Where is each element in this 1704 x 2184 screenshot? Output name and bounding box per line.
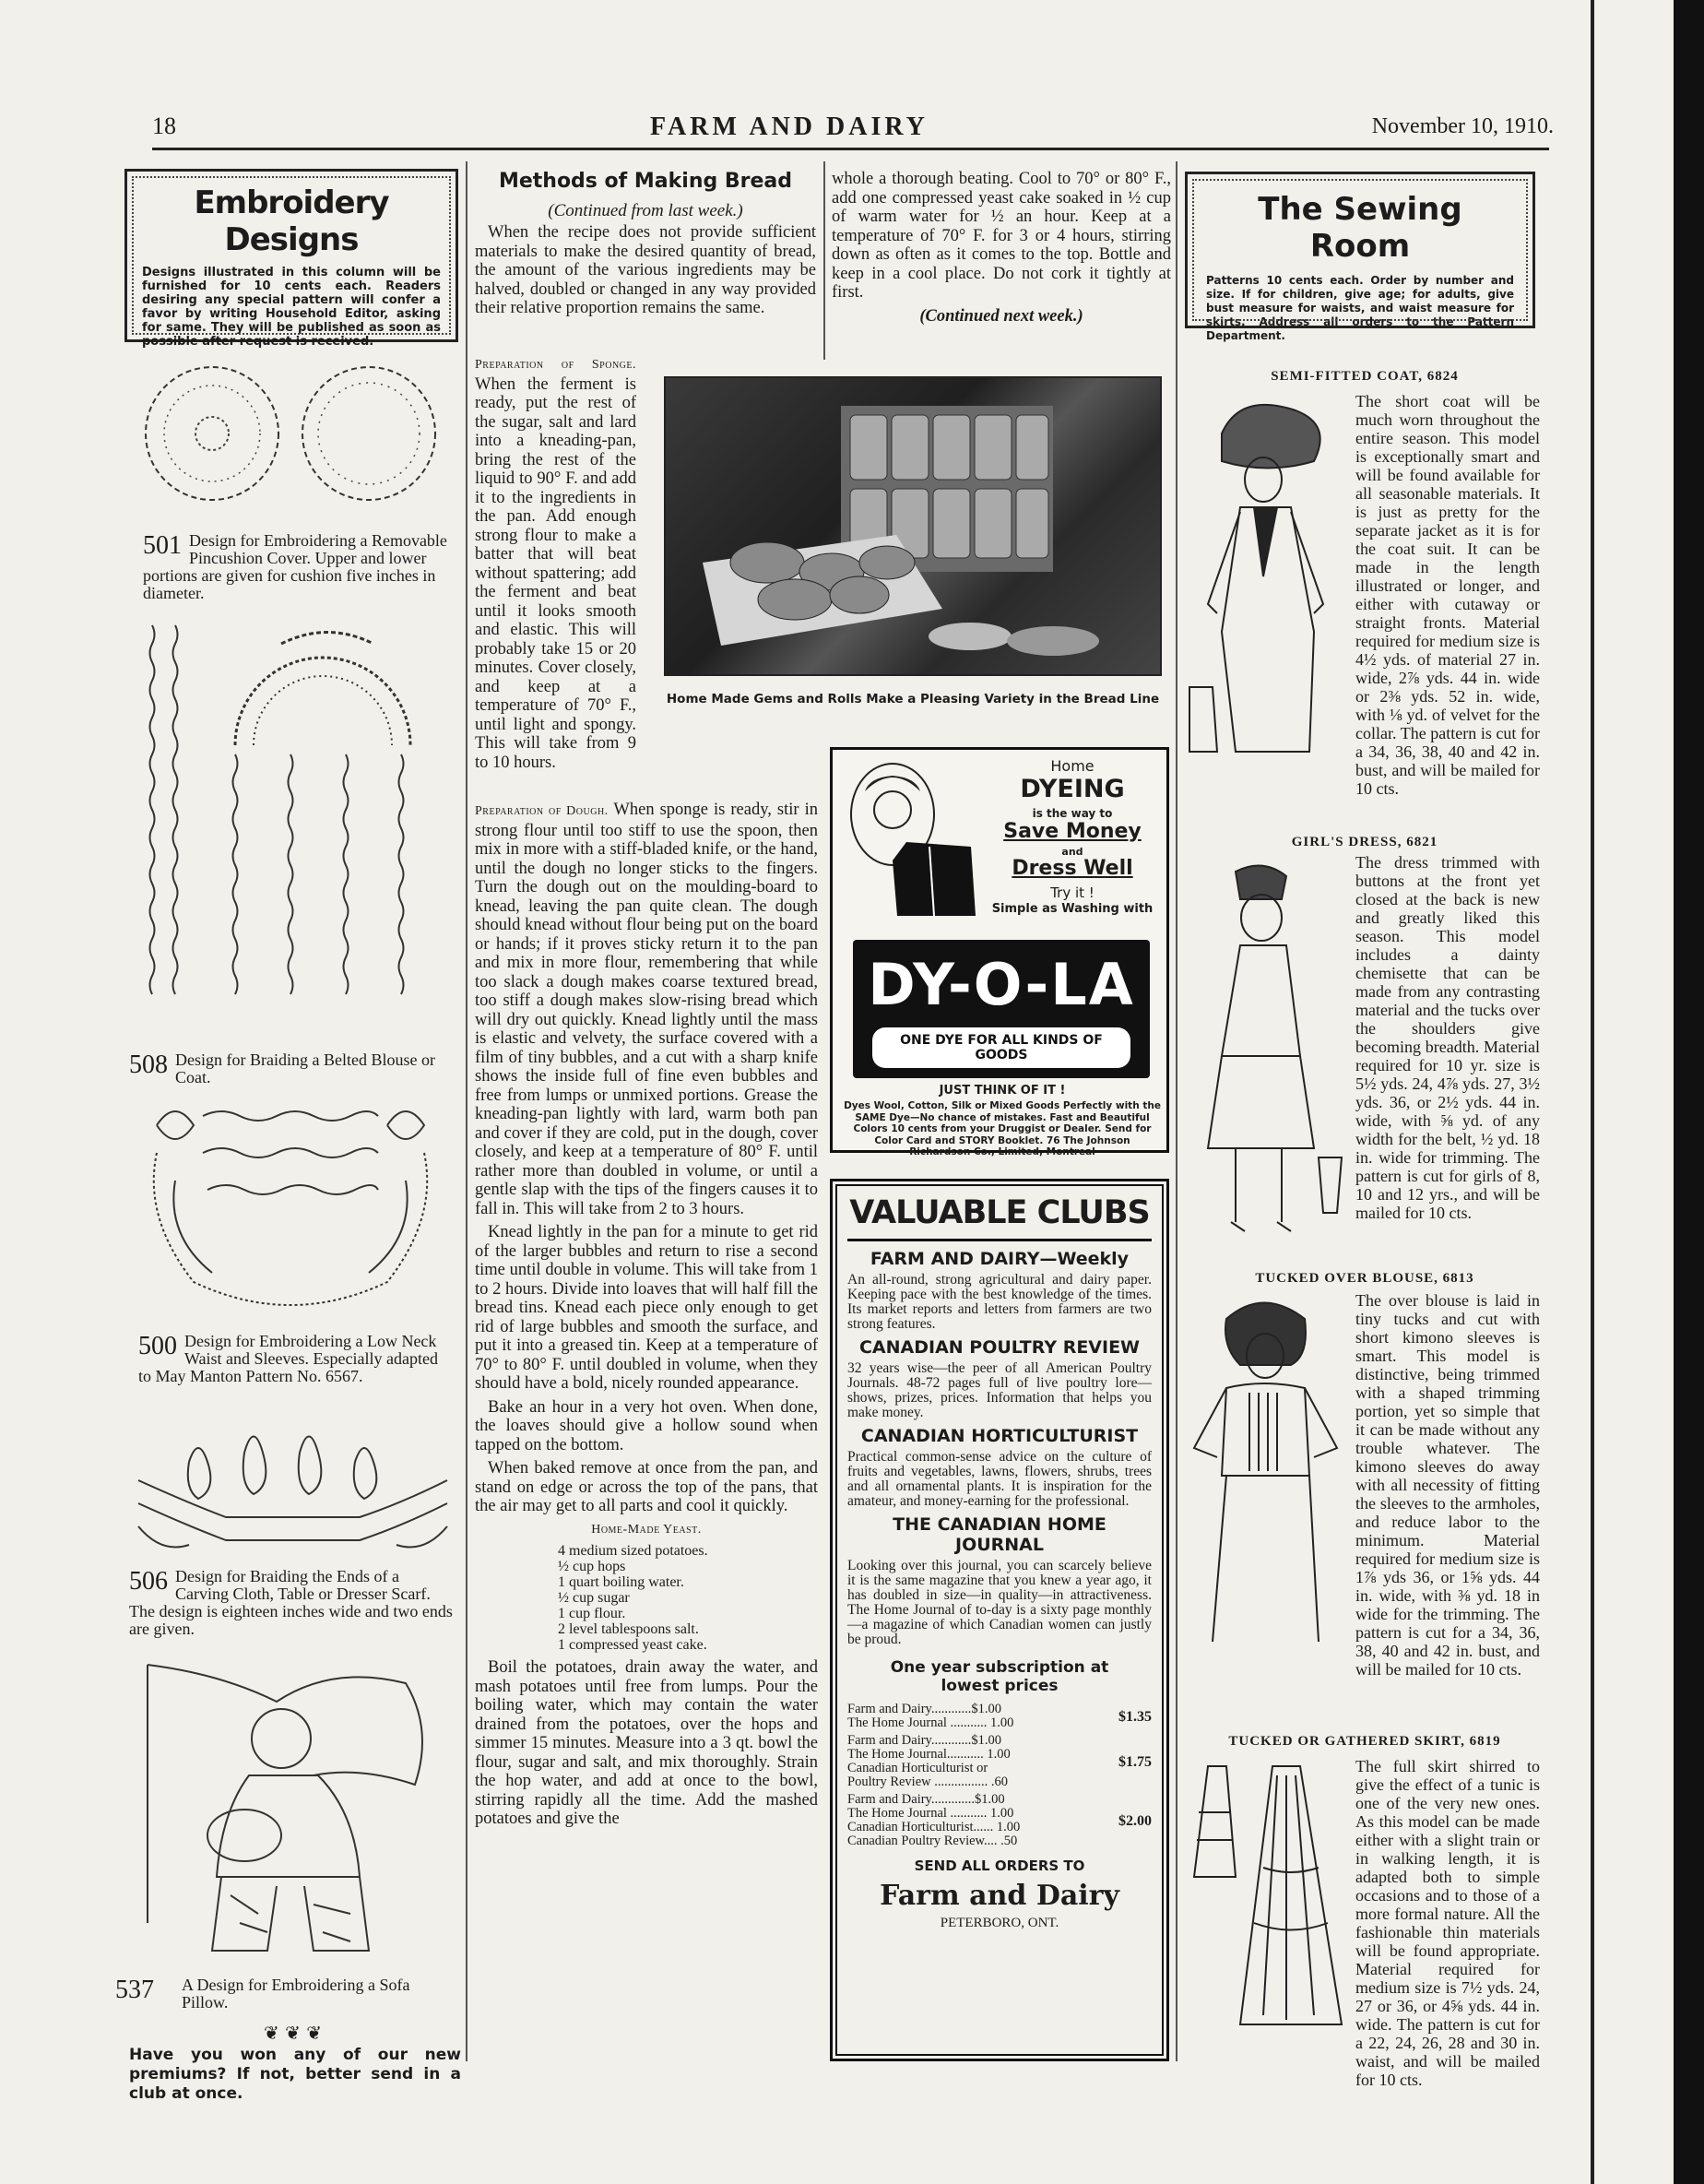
offer-line: The Home Journal ........... 1.00 bbox=[847, 1806, 1014, 1821]
bread-intro-paragraph bbox=[475, 223, 816, 323]
ingredient: 1 quart boiling water. bbox=[558, 1574, 684, 1590]
bread-photo bbox=[664, 376, 1162, 676]
club-horticulturist-heading: CANADIAN HORTICULTURIST bbox=[860, 1426, 1139, 1446]
section-heading: Home-Made Yeast. bbox=[591, 1522, 702, 1537]
page-header bbox=[152, 113, 1554, 146]
bread-photo-caption: Home Made Gems and Rolls Make a Pleasing Variety in the Bread Line bbox=[666, 692, 1160, 706]
carving-cloth-design-illustration bbox=[134, 1416, 452, 1563]
masthead-title: FARM AND DAIRY bbox=[650, 113, 929, 141]
braiding-blouse-design-illustration bbox=[134, 616, 447, 1022]
tucked-over-blouse-illustration bbox=[1189, 1291, 1346, 1642]
yeast-ingredients-list bbox=[475, 1543, 818, 1653]
design-caption: Design for Braiding a Belted Blouse or Coat. bbox=[175, 1050, 435, 1086]
sewing-room-title: The Sewing Room bbox=[1258, 191, 1462, 265]
dyola-logo bbox=[853, 940, 1150, 1078]
dyola-home: Home bbox=[1050, 757, 1095, 775]
design-506 bbox=[129, 1568, 456, 1638]
page-number: 18 bbox=[152, 113, 176, 139]
design-537 bbox=[115, 1976, 456, 2012]
pattern-text: The dress trimmed with buttons at the front yet closed at the back is new and greatly liked this season. This model includes a dainty chemisette that can be made from any contrasting material and the tucks over the shoulders give becoming breadth. Material required for 10 yr. size is 5½ yds. 24, 4⅞ yds. 27, 3½ yds. 36, or 2½ yds. 44 in. wide, with ⅝ yd. of any width for the belt, ½ yd. 18 in. wide for trimming. The pattern is cut for girls of 8, 10 and 12 yrs., and will be mailed for 10 cts. bbox=[1355, 853, 1540, 1222]
design-caption: Design for Braiding the Ends of a Carving Cloth, Table or Dresser Scarf. The design is eighteen inches wide and two ends are given. bbox=[129, 1567, 453, 1638]
offer-line: The Home Journal........... 1.00 bbox=[847, 1747, 1011, 1762]
pattern-heading: SEMI-FITTED COAT, 6824 bbox=[1271, 369, 1459, 384]
embroidery-title: Embroidery Designs bbox=[194, 184, 389, 258]
offer-row bbox=[847, 1734, 1152, 1789]
design-508 bbox=[129, 1051, 456, 1086]
continued-next-week: (Continued next week.) bbox=[919, 306, 1083, 326]
pattern-text: The short coat will be much worn throughout the entire season. This model is exceptionally smart and will be found available for all seasonable materials. It is just as pretty for the separate jacket as it is for the coat suit. It can be made in the length illustrated or longer, and either with cutaway or straight fronts. Material required for medium size is 4½ yds. of material 27 in. wide, 2⅞ yds. 44 in. wide or 2⅜ yds. 52 in. wide, with ⅛ yd. of velvet for the collar. The pattern is cut for a 34, 36, 38, 40 and 42 in. bust, and will be mailed for 10 cts. bbox=[1355, 392, 1540, 798]
pattern-heading: GIRL'S DRESS, 6821 bbox=[1291, 835, 1438, 849]
publisher-name: Farm and Dairy bbox=[880, 1880, 1119, 1912]
embroidery-header-box bbox=[124, 169, 458, 349]
club-horticulturist-text: Practical common-sense advice on the culture of fruits and vegetables, lawns, flowers, shrubs, trees and all ornamental plants. It is inspiration for the amateur, and money-earning for the professional. bbox=[847, 1449, 1152, 1509]
design-number: 537 bbox=[115, 1976, 154, 2004]
lady-with-jacket-illustration bbox=[842, 759, 976, 920]
dyola-advertisement bbox=[830, 747, 1169, 1157]
design-number: 506 bbox=[129, 1567, 168, 1596]
ornament: ❦ ❦ ❦ bbox=[264, 2022, 322, 2044]
design-number: 500 bbox=[138, 1332, 177, 1360]
girls-dress-illustration bbox=[1189, 853, 1346, 1250]
column-rule bbox=[1176, 161, 1177, 2061]
offer-row bbox=[847, 1793, 1152, 1848]
low-neck-waist-design-illustration bbox=[138, 1098, 443, 1319]
offer-line: Farm and Dairy............$1.00 bbox=[847, 1702, 1001, 1716]
embroidery-intro: Designs illustrated in this column will be furnished for 10 cents each. Readers desiring any special pattern will confer a favor by writing Household Editor, asking for same. They will be published as soon as possible after request is received. bbox=[142, 266, 441, 349]
dyola-and: and bbox=[1061, 846, 1083, 858]
subscription-heading: One year subscription at lowest prices bbox=[890, 1658, 1109, 1695]
ingredient: 1 compressed yeast cake. bbox=[558, 1637, 707, 1653]
club-home-journal-text: Looking over this journal, you can scarcely believe it is the same magazine that you knew a year ago, it has doubled in size—in quality—in attractiveness. The Home Journal of to-day is a sixty page monthly—a magazine of which Canadian women can justly be proud. bbox=[847, 1558, 1152, 1647]
pattern-heading: TUCKED OVER BLOUSE, 6813 bbox=[1255, 1271, 1474, 1286]
design-caption: Design for Embroidering a Removable Pincushion Cover. Upper and lower portions are given for cushion five inches in diameter. bbox=[143, 531, 447, 602]
bread-article-subtitle: (Continued from last week.) bbox=[548, 201, 743, 220]
bread-continuation bbox=[832, 170, 1171, 326]
publisher-city: PETERBORO, ONT. bbox=[940, 1916, 1059, 1930]
dyola-brand: DY-O-LA bbox=[868, 951, 1135, 1018]
valuable-clubs-advertisement bbox=[830, 1179, 1169, 2061]
club-poultry-review-heading: CANADIAN POULTRY REVIEW bbox=[858, 1337, 1141, 1358]
bread-body bbox=[475, 801, 818, 1834]
issue-date: November 10, 1910. bbox=[1371, 114, 1554, 138]
sponge-section bbox=[475, 354, 636, 777]
ingredient: 4 medium sized potatoes. bbox=[558, 1543, 708, 1559]
offer-line: Canadian Poultry Review.... .50 bbox=[847, 1834, 1018, 1848]
paragraph: When the recipe does not provide sufficient materials to make the desired quantity of bread, the amount of the various ingredients may be halved, doubled or changed in any way provided their relative proportion remains the same. bbox=[475, 223, 816, 317]
dyola-body: Dyes Wool, Cotton, Silk or Mixed Goods Perfectly with the SAME Dye—No chance of mistakes. Fast and Beautiful Colors 10 cents from your Druggist or Dealer. Send for Color Card and STORY Booklet. 76 The Johnson Richardson Co., Limited, Montreal bbox=[844, 1100, 1161, 1157]
pattern-heading: TUCKED OR GATHERED SKIRT, 6819 bbox=[1228, 1734, 1501, 1749]
paragraph: whole a thorough beating. Cool to 70° or 80° F., add one compressed yeast cake soaked in ½ cup of warm water for ½ an hour. Keep at a temperature of 70° F. for 3 or 4 hours, stirring down as often as it comes to the top. Bottle and keep in a cool place. Do not cork it tightly at first. bbox=[832, 170, 1171, 302]
club-home-journal-heading: THE CANADIAN HOME JOURNAL bbox=[893, 1514, 1106, 1555]
dyola-try-it: Try it ! bbox=[1050, 884, 1095, 901]
gathered-skirt-illustration bbox=[1189, 1757, 1351, 2034]
dyola-tagline: ONE DYE FOR ALL KINDS OF GOODS bbox=[872, 1027, 1130, 1068]
club-poultry-review-text: 32 years wise—the peer of all American Poultry Journals. 48-72 pages full of live poultry lore—shows, prizes, prices. Information that helps you make money. bbox=[847, 1360, 1152, 1420]
semi-fitted-coat-illustration bbox=[1185, 392, 1346, 761]
offer-row bbox=[847, 1703, 1152, 1730]
design-number: 501 bbox=[143, 531, 182, 560]
ingredient: ½ cup hops bbox=[558, 1559, 626, 1574]
offer-total: $2.00 bbox=[1118, 1812, 1152, 1829]
offer-line: Canadian Horticulturist...... 1.00 bbox=[847, 1820, 1021, 1834]
section-heading: Preparation of Dough. bbox=[475, 804, 609, 818]
offer-line: Farm and Dairy............$1.00 bbox=[847, 1733, 1001, 1748]
section-heading: Preparation of Sponge. bbox=[475, 358, 636, 372]
offer-total: $1.35 bbox=[1118, 1708, 1152, 1725]
paragraph: Bake an hour in a very hot oven. When done, the loaves should give a hollow sound when tapped on the bottom. bbox=[475, 1397, 818, 1454]
bread-photo-image bbox=[666, 378, 1160, 674]
paragraph: When baked remove at once from the pan, and stand on edge or across the top of the pans, that the air may get to all parts and cool it quickly. bbox=[475, 1459, 818, 1515]
dyola-save-money: Save Money bbox=[1003, 820, 1142, 843]
column-rule bbox=[466, 161, 467, 2061]
dyola-simple: Simple as Washing with bbox=[991, 902, 1154, 916]
pattern-text: The full skirt shirred to give the effect of a tunic is one of the very new ones. As this model can be made either with a slight train or in walking length, it is adapted both to simple occasions and to those of a more formal nature. All the fashionable thin materials will be found appropriate. Material required for medium size is 7½ yds. 24, 27 or 36, or 4⅝ yds. 44 in. wide. The pattern is cut for a 22, 24, 26, 28 and 30 in. waist, and will be mailed for 10 cts. bbox=[1355, 1757, 1540, 2089]
club-farm-and-dairy-text: An all-round, strong agricultural and dairy paper. Keeping pace with the best knowledge of the times. Its market reports and letters from farmers are two strong features. bbox=[847, 1272, 1152, 1332]
send-orders: SEND ALL ORDERS TO bbox=[914, 1858, 1085, 1874]
paragraph: When sponge is ready, stir in strong flour until too stiff to use the spoon, then mix in more with a stiff-bladed knife, or the hand, until the dough no longer sticks to the fingers. Turn the dough out on the moulding-board to knead, leaving the pan quite clean. The dough should knead without flour being put on the board or hands; if it proves sticky return it to the pan and mix in more flour, remembering that while too slack a dough makes coarse textured bread, too stiff a dough makes slow-rising bread which will dry out quickly. Knead lightly until the mass is elastic and velvety, the surface covered with a film of tiny bubbles, and a cut with a sharp knife shows the inside full of fine even bubbles and free from lumps or unmixed portions. Grease the kneading-pan lightly with lard, warm both pan and cover if they are cold, put in the dough, cover closely, and keep at a temperature of 80° F. until rather more than doubled in volume, or until a gentle slap with the tips of the fingers causes it to fall in. This will take from 2 to 3 hours. bbox=[475, 801, 818, 1218]
offer-total: $1.75 bbox=[1118, 1753, 1152, 1770]
ingredient: 1 cup flour. bbox=[558, 1606, 626, 1621]
offer-line: Poultry Review ................ .60 bbox=[847, 1774, 1008, 1789]
dyola-is-the-way: is the way to bbox=[1032, 807, 1113, 820]
design-number: 508 bbox=[129, 1050, 168, 1079]
dyola-think: JUST THINK OF IT ! bbox=[939, 1084, 1066, 1098]
paragraph: Knead lightly in the pan for a minute to get rid of the larger bubbles and return to rise a second time until double in volume. This will take from 1 to 2 hours. Divide into loaves that will half fill the bread tins. Knead each piece only enough to get rid of large bubbles and smooth the surface, and put it into a greased tin. Keep at a temperature of 70° to 80° F. until doubled in volume, when they should have a bold, nicely rounded appearance. bbox=[475, 1223, 818, 1393]
sewing-room-intro: Patterns 10 cents each. Order by number and size. If for children, give age; for adults, give bust measure for waists, and waist measure for skirts. Address all orders to the Pattern Department. bbox=[1206, 274, 1514, 342]
design-caption: Design for Embroidering a Low Neck Waist and Sleeves. Especially adapted to May Manton Pattern No. 6567. bbox=[138, 1332, 438, 1385]
bread-article-title: Methods of Making Bread bbox=[498, 170, 793, 193]
column-rule bbox=[823, 161, 825, 360]
design-500 bbox=[138, 1333, 452, 1385]
paragraph: Boil the potatoes, drain away the water, and mash potatoes until free from lumps. Pour the boiling water, which may contain the water drained from the potatoes, over the hops and simmer 15 minutes. Measure into a 3 qt. bowl the flour, sugar and salt, and mix thoroughly. Strain the hop water, and add at once to the bowl, stirring rapidly all the time. Add the mashed potatoes and give the bbox=[475, 1658, 818, 1828]
ingredient: ½ cup sugar bbox=[558, 1590, 630, 1606]
pincushion-design-illustration bbox=[134, 355, 447, 516]
club-farm-and-dairy-heading: FARM AND DAIRY—Weekly bbox=[870, 1249, 1130, 1269]
page-edge-rule bbox=[1591, 0, 1594, 2184]
paragraph: When the ferment is ready, put the rest of the sugar, salt and lard into a kneading-pan, bring the rest of the liquid to 90° F. and add it to the ingredients in the pan. Add enough strong flour to make a batter that will beat without spattering; add the ferment and beat until it looks smooth and elastic. This will probably take 15 or 20 minutes. Cover closely, and keep at a temperature of 70° F., until light and spongy. This will take from 9 to 10 hours. bbox=[475, 374, 636, 772]
sewing-room-header-box bbox=[1185, 172, 1535, 342]
header-rule bbox=[152, 148, 1549, 150]
ingredient: 2 level tablespoons salt. bbox=[558, 1621, 699, 1637]
premium-note: Have you won any of our new premiums? If not, better send in a club at once. bbox=[129, 2046, 461, 2103]
offer-line: The Home Journal ........... 1.00 bbox=[847, 1715, 1014, 1730]
sofa-pillow-football-player-illustration bbox=[129, 1646, 452, 1974]
clubs-title: VALUABLE CLUBS bbox=[847, 1194, 1152, 1241]
dyola-dress-well: Dress Well bbox=[1012, 857, 1133, 880]
right-edge-bar bbox=[1674, 0, 1704, 2184]
offer-line: Canadian Horticulturist or bbox=[847, 1761, 988, 1775]
dyola-dyeing: DYEING bbox=[1020, 775, 1125, 803]
offer-line: Farm and Dairy.............$1.00 bbox=[847, 1792, 1005, 1807]
design-caption: A Design for Embroidering a Sofa Pillow. bbox=[182, 1976, 410, 2012]
pattern-text: The over blouse is laid in tiny tucks and cut with short kimono sleeves is smart. This model is distinctive, being trimmed with a shaped trimming portion, yet so simple that it can be made without any trouble whatever. The kimono sleeves do away with all necessity of fitting the sleeves to the armholes, and reduce labor to the minimum. Material required for medium size is 1⅞ yds 36, or 1⅝ yds. 44 in. wide, with ⅜ yd. 18 in wide for the trimming. The pattern is cut for a 34, 36, 38, 40 and 42 in. bust, and will be mailed for 10 cts. bbox=[1355, 1291, 1540, 1679]
design-501 bbox=[143, 532, 452, 602]
